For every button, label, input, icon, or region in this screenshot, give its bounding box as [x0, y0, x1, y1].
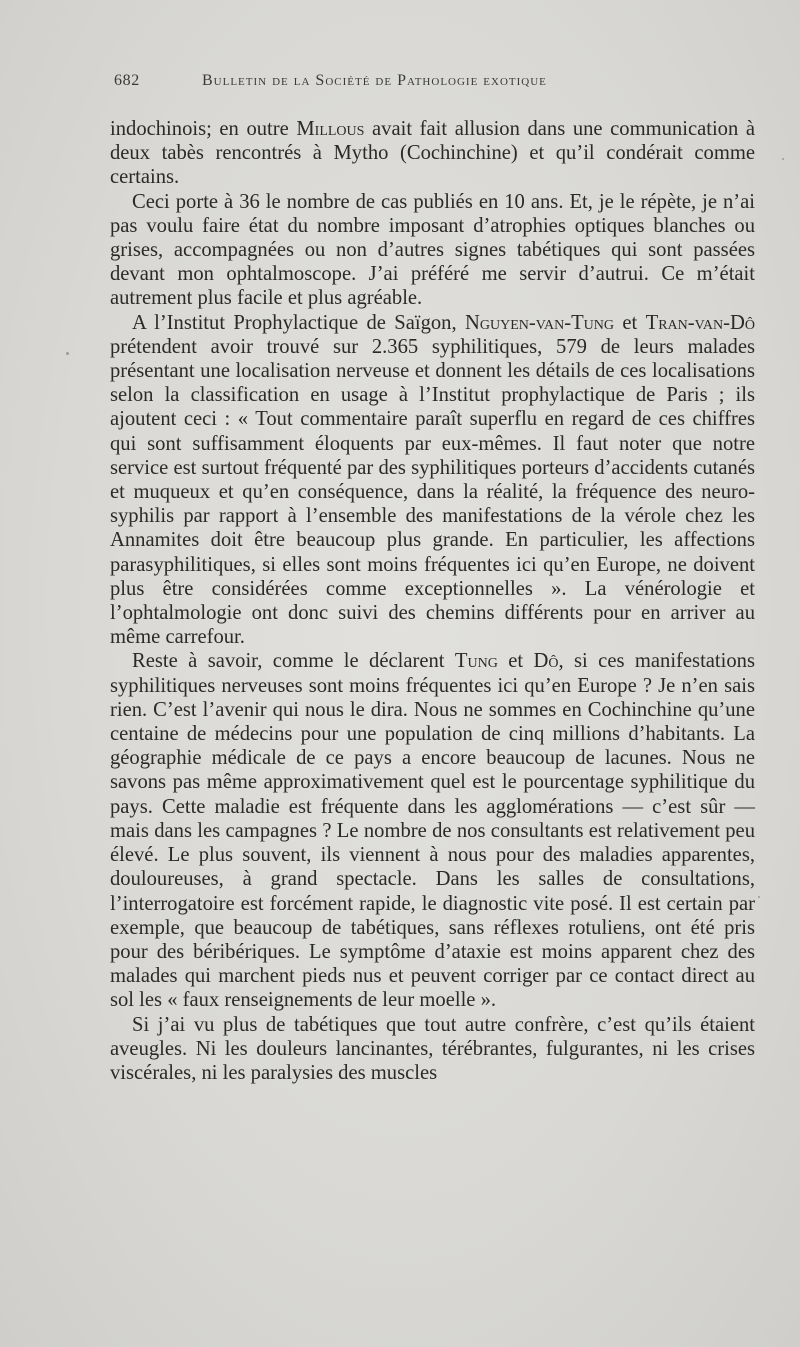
- paper-speck: [66, 352, 69, 355]
- text-run: , si ces manifestations syphilitiques nerveuses sont moins fréquentes ici qu’en Europe ? Je n’en sais rien. C’est l’avenir qui nous le dira. Nous ne sommes en Cochinchine qu’une centaine de médecins pour une population de cinq millions d’habitants. La géographie médicale de ce pays a encore beaucoup de lacunes. Nous ne savons pas même approximativement quel est le pourcentage syphilitique du pays. Cette maladie est fréquente dans les agglomérations — c’est sûr — mais dans les campagnes ? Le nombre de nos consultants est relativement peu élevé. Le plus souvent, ils viennent à nous pour des maladies apparentes, douloureuses, à grand spectacle. Dans les salles de consultations, l’interrogatoire est forcément rapide, le diagnostic vite posé. Il est certain par exemple, que beaucoup de tabétiques, sans réflexes rotuliens, ont été pris pour des béribériques. Le symptôme d’ataxie est moins apparent chez des malades qui marchent pieds nus et peuvent corriger par ce contact direct au sol les « faux renseignements de leur moelle ».: [110, 650, 755, 1012]
- text-run: Si j’ai vu plus de tabétiques que tout autre confrère, c’est qu’ils étaient aveugles. Ni les douleurs lancinantes, térébrantes, fulgurantes, ni les crises viscérales, ni les paralysies des muscles: [110, 1013, 755, 1084]
- paragraph: [110, 649, 755, 1012]
- page-number: 682: [114, 72, 140, 89]
- body-text: [110, 117, 755, 1085]
- author-name: Tung: [454, 650, 498, 673]
- author-name: Nguyen-van-Tung: [464, 311, 615, 334]
- author-name: Tran-van-Dô: [645, 311, 755, 334]
- paragraph: [110, 190, 755, 311]
- author-name: Millous: [296, 118, 365, 140]
- paragraph: [110, 1013, 755, 1086]
- paper-speck: [758, 896, 760, 898]
- text-run: Ceci porte à 36 le nombre de cas publiés en 10 ans. Et, je le répète, je n’ai pas voulu faire état du nombre imposant d’atrophies optiques blanches ou grises, accompagnées ou non d’autres signes tabétiques qui sont passées devant mon ophtalmoscope. J’ai préféré me servir d’autrui. Ce m’était autrement plus facile et plus agréable.: [110, 190, 755, 310]
- text-run: indochinois; en outre: [110, 118, 297, 140]
- author-name: Dô: [533, 650, 559, 673]
- running-head: [114, 72, 674, 96]
- paragraph: [110, 117, 755, 190]
- text-run: A l’Institut Prophylactique de Saïgon,: [132, 311, 465, 334]
- text-run: Reste à savoir, comme le déclarent: [132, 650, 455, 673]
- paragraph: [110, 311, 755, 650]
- text-run: avait fait allusion dans une communication à deux tabès rencontrés à Mytho (Cochinchine) et qu’il condérait comme certains.: [110, 118, 755, 189]
- text-run: et: [614, 311, 646, 334]
- text-run: et: [497, 650, 534, 673]
- text-run: prétendent avoir trouvé sur 2.365 syphilitiques, 579 de leurs malades présentant une localisation nerveuse et donnent les détails de ces localisations selon la classification en usage à l’Institut prophylactique de Paris ; ils ajoutent ceci : « Tout commentaire paraît superflu en regard de ces chiffres qui sont suffisamment éloquents par eux-mêmes. Il faut noter que notre service est surtout fréquenté par des syphilitiques porteurs d’accidents cutanés et muqueux et qu’en conséquence, dans la réalité, la fréquence des neuro-syphilis par rapport à l’ensemble des manifestations de la vérole chez les Annamites doit être beaucoup plus grande. En particulier, les affections parasyphilitiques, si elles sont moins fréquentes ici qu’en Europe, ne doivent plus être considérées comme exceptionnelles ». La vénérologie et l’ophtalmologie ont donc suivi des chemins différents pour en arriver au même carrefour.: [110, 335, 755, 649]
- paper-speck: [782, 158, 784, 160]
- journal-title: Bulletin de la Société de Pathologie exotique: [202, 72, 547, 89]
